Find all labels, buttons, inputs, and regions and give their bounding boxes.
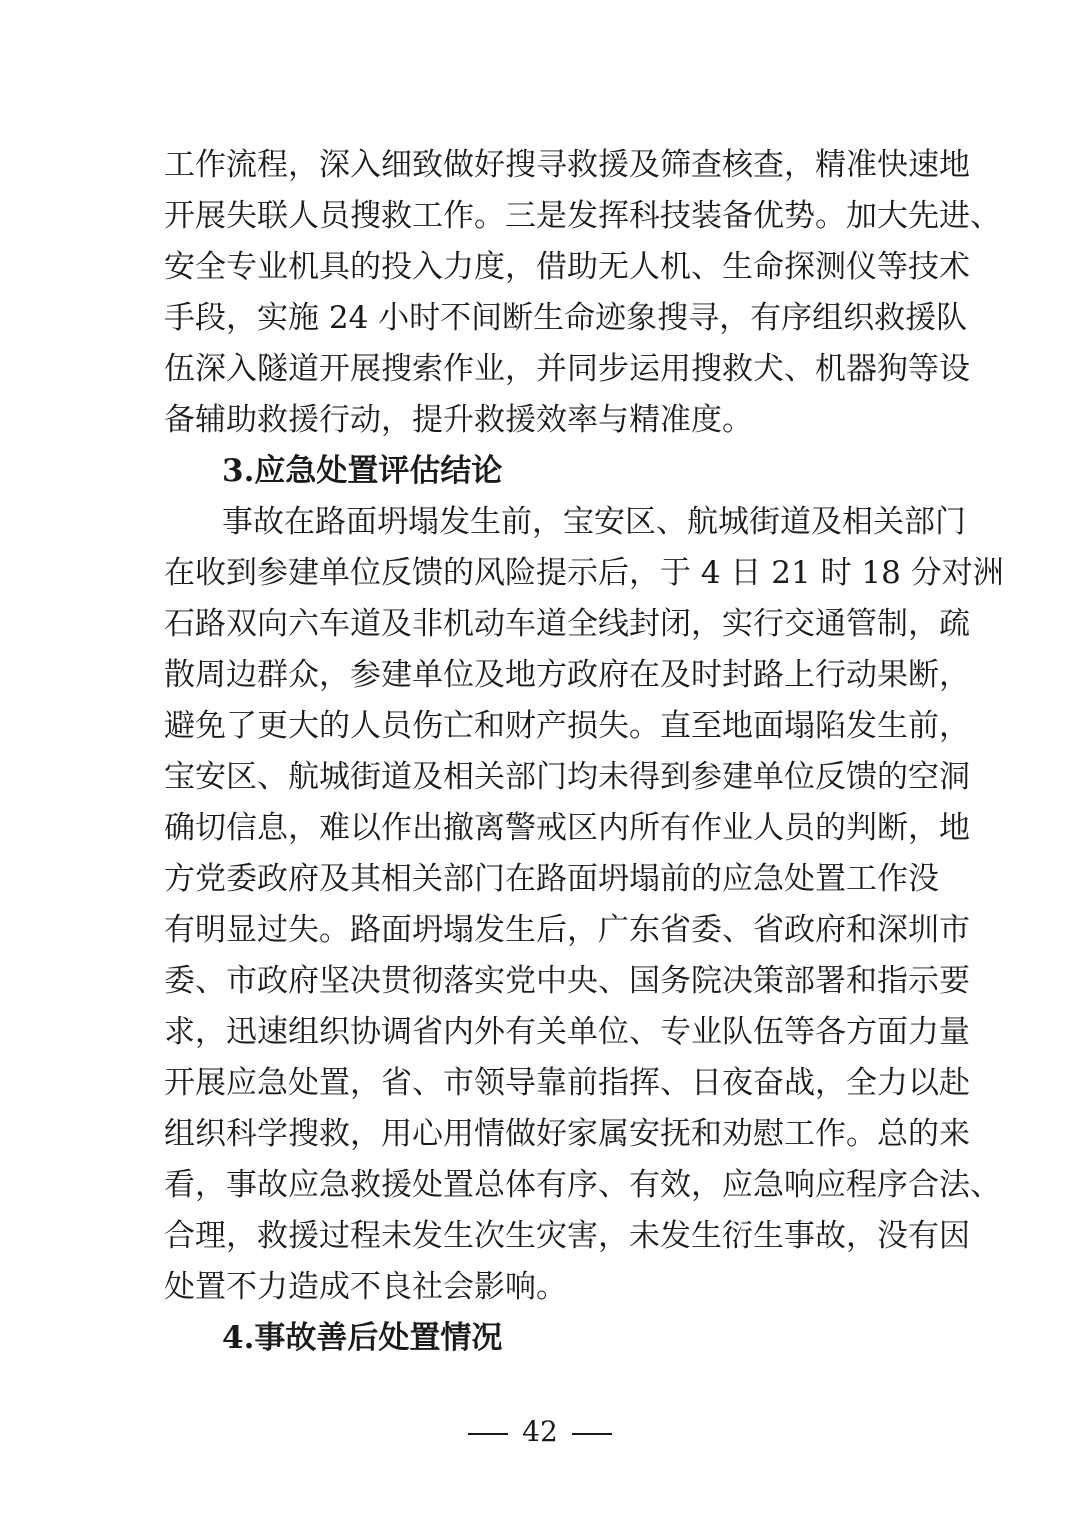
- page-number: 42: [522, 1415, 558, 1448]
- paragraph-line: 散周边群众，参建单位及地方政府在及时封路上行动果断，: [164, 657, 970, 693]
- paragraph-line: 安全专业机具的投入力度，借助无人机、生命探测仪等技术: [164, 249, 970, 285]
- paragraph-line: 工作流程，深入细致做好搜寻救援及筛查核查，精准快速地: [164, 147, 970, 183]
- paragraph-line: 手段，实施 24 小时不间断生命迹象搜寻，有序组织救援队: [164, 300, 968, 336]
- footer-dash-left: [468, 1433, 508, 1435]
- paragraph-line: 处置不力造成不良社会影响。: [164, 1269, 567, 1305]
- paragraph-line: 合理，救援过程未发生次生灾害，未发生衍生事故，没有因: [164, 1218, 970, 1254]
- paragraph-line: 方党委政府及其相关部门在路面坍塌前的应急处置工作没: [164, 861, 939, 897]
- paragraph-line: 看，事故应急救援处置总体有序、有效，应急响应程序合法、: [164, 1167, 1001, 1203]
- paragraph-line: 确切信息，难以作出撤离警戒区内所有作业人员的判断，地: [164, 810, 970, 846]
- section-heading: 3.应急处置评估结论: [222, 453, 503, 489]
- footer-dash-right: [572, 1433, 612, 1435]
- page-footer: [0, 1414, 1080, 1450]
- paragraph-line: 避免了更大的人员伤亡和财产损失。直至地面塌陷发生前，: [164, 708, 970, 744]
- paragraph-line: 开展失联人员搜救工作。三是发挥科技装备优势。加大先进、: [164, 198, 1001, 234]
- paragraph-line: 伍深入隧道开展搜索作业，并同步运用搜救犬、机器狗等设: [164, 351, 970, 387]
- section-heading: 4.事故善后处置情况: [222, 1320, 503, 1356]
- paragraph-line: 组织科学搜救，用心用情做好家属安抚和劝慰工作。总的来: [164, 1116, 970, 1152]
- paragraph-line: 求，迅速组织协调省内外有关单位、专业队伍等各方面力量: [164, 1014, 970, 1050]
- paragraph-line: 石路双向六车道及非机动车道全线封闭，实行交通管制，疏: [164, 606, 970, 642]
- paragraph-line: 备辅助救援行动，提升救援效率与精准度。: [164, 402, 753, 438]
- paragraph-line: 开展应急处置，省、市领导靠前指挥、日夜奋战，全力以赴: [164, 1065, 970, 1101]
- paragraph-line: 宝安区、航城街道及相关部门均未得到参建单位反馈的空洞: [164, 759, 970, 795]
- paragraph-line: 事故在路面坍塌发生前，宝安区、航城街道及相关部门: [222, 504, 966, 540]
- paragraph-line: 在收到参建单位反馈的风险提示后，于 4 日 21 时 18 分对洲: [164, 555, 1004, 591]
- paragraph-line: 有明显过失。路面坍塌发生后，广东省委、省政府和深圳市: [164, 912, 970, 948]
- paragraph-line: 委、市政府坚决贯彻落实党中央、国务院决策部署和指示要: [164, 963, 970, 999]
